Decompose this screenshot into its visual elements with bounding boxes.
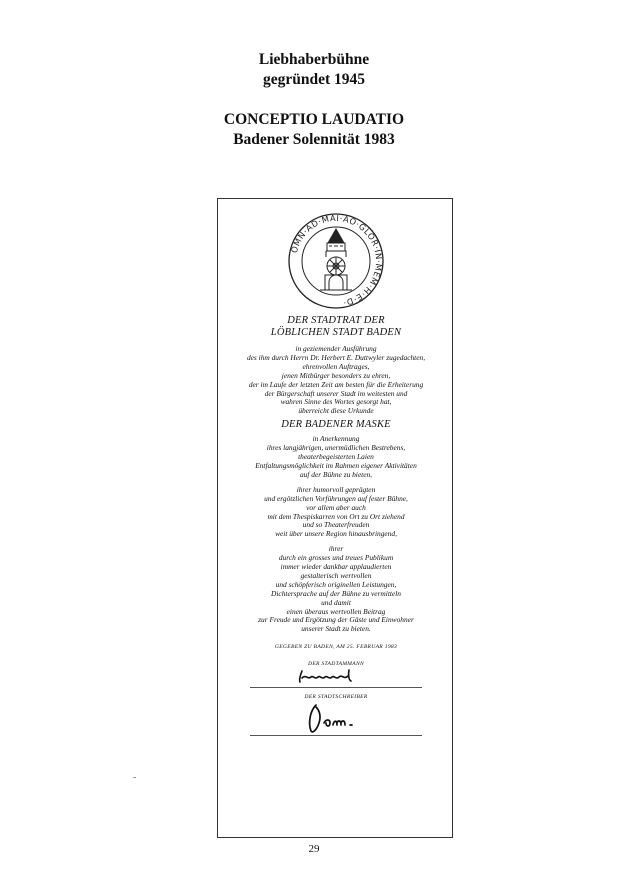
text-line: in geziemender Ausführung (295, 344, 377, 353)
award-title: DER BADENER MASKE (281, 419, 391, 431)
header-club (0, 50, 628, 90)
paragraph-3 (218, 486, 454, 539)
text-line: ihrer humorvoll geprägten (296, 484, 376, 494)
text-line: und ergötzlichen Vorführungen auf fester Bühne, (264, 493, 408, 503)
text-line: des ihm durch Herrn Dr. Herbert E. Duttwyler zugedachten, (246, 352, 426, 362)
text-line: ehrenvollen Auftrages, (302, 361, 370, 371)
certificate-heading-1: DER STADTRAT DER (287, 315, 385, 326)
text-line: und so Theaterfreuden (302, 520, 370, 530)
paragraph-2 (218, 435, 454, 480)
city-seal-icon (286, 211, 386, 311)
text-line: unserer Stadt zu bieten. (301, 624, 371, 634)
scan-speck (133, 777, 136, 778)
text-line: ihres langjährigen, unermüdlichen Bestrebens, (266, 443, 406, 453)
mayor-signature-icon (296, 668, 376, 684)
paragraph-4 (218, 545, 454, 634)
text-line: und damit (321, 597, 351, 607)
signature-line (250, 735, 422, 736)
text-line: und schöpferisch originellen Leistungen, (275, 579, 397, 589)
text-line: vor allem aber auch (306, 502, 366, 512)
text-line: durch ein grosses und treues Publikum (278, 553, 394, 563)
header-line-4: Badener Solennität 1983 (233, 131, 395, 148)
given-date: GEGEBEN ZU BADEN, AM 25. FEBRUAR 1983 (274, 644, 398, 651)
header-line-1: Liebhaberbühne (258, 51, 370, 68)
paragraph-1 (218, 345, 454, 416)
text-line: einen überaus wertvollen Beitrag (286, 606, 386, 616)
svg-text:OMN·AD·MAI·AO·GLOR·IN·MEM·H·E·: OMN·AD·MAI·AO·GLOR·IN·MEM·H·E·D· (288, 212, 385, 309)
header-award (0, 110, 628, 150)
text-line: wahren Sinne des Wortes gesorgt hat, (280, 397, 392, 407)
certificate-heading-2: LÖBLICHEN STADT BADEN (270, 327, 402, 338)
text-line: weit über unsere Region hinausbringend, (275, 529, 397, 539)
text-line: mit dem Thespiskarren von Ort zu Ort ziehend (267, 511, 405, 521)
header-line-3: CONCEPTIO LAUDATIO (223, 111, 405, 128)
text-line: Entfaltungsmöglichkeit im Rahmen eigener Aktivitäten (255, 460, 417, 470)
text-line: Dichtersprache auf der Bühne zu vermitteln (271, 588, 401, 598)
text-line: der Bürgerschaft unserer Stadt im weitesten und (264, 388, 408, 398)
signer-title-clerk: DER STADTSCHREIBER (304, 694, 368, 701)
text-line: immer wieder dankbar applaudierten (280, 562, 392, 572)
text-line: theaterbegeisterten Laien (298, 452, 374, 462)
clerk-signature-icon (286, 701, 386, 735)
text-line: der im Laufe der letzten Zeit am besten für die Erheiterung (248, 379, 424, 389)
certificate-text (218, 315, 454, 736)
text-line: überreicht diese Urkunde (298, 406, 374, 416)
header-line-2: gegründet 1945 (262, 71, 366, 88)
signer-title-mayor: DER STADTAMMANN (307, 661, 365, 668)
certificate (217, 198, 453, 838)
text-line: auf der Bühne zu bieten, (299, 469, 373, 479)
text-line: in Anerkennung (312, 434, 360, 444)
text-line: gestalterisch wertvollen (300, 570, 372, 580)
text-line: ihrer (328, 544, 344, 554)
text-line: jenen Mitbürger besonders zu ehren, (281, 370, 391, 380)
page-number: 29 (308, 843, 320, 855)
text-line: zur Freude und Ergötzung der Gäste und Einwohner (258, 615, 414, 625)
